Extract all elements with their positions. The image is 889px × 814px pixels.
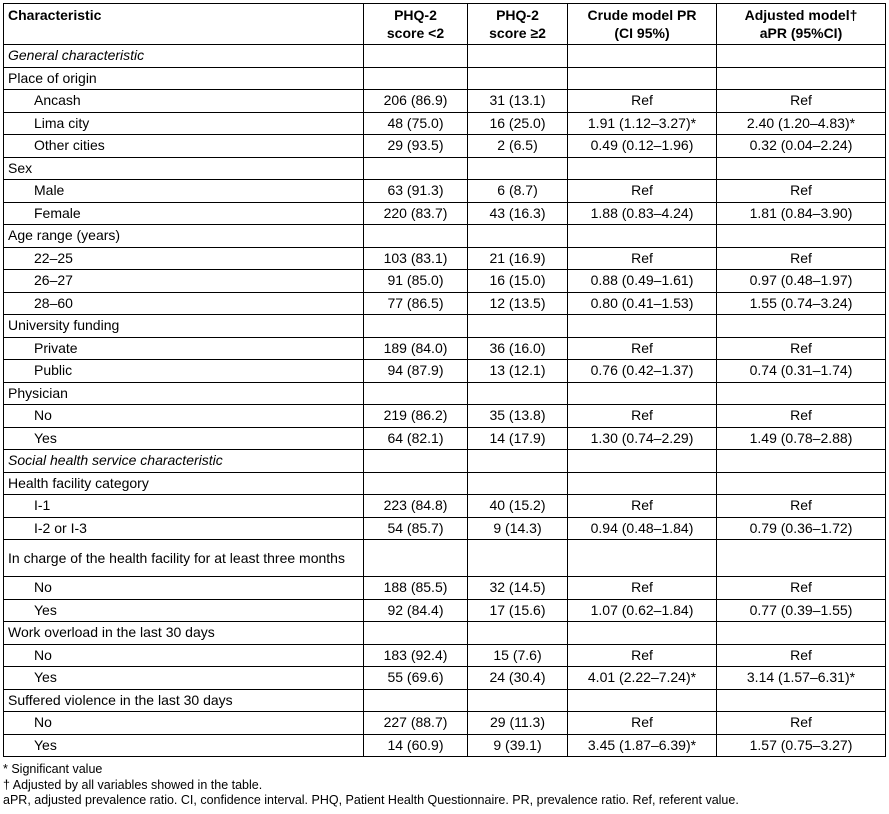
cell-phq-below-2: 91 (85.0): [364, 270, 468, 293]
cell-phq-2-or-more: 9 (39.1): [468, 734, 568, 757]
row-label: Yes: [4, 667, 364, 690]
group-row: [4, 689, 886, 712]
cell-phq-2-or-more: 15 (7.6): [468, 644, 568, 667]
cell-adjusted-apr: 1.55 (0.74–3.24): [717, 292, 886, 315]
cell-phq-below-2: [364, 67, 468, 90]
table-row: [4, 90, 886, 113]
group-label: In charge of the health facility for at least three months: [4, 540, 364, 577]
row-label: No: [4, 405, 364, 428]
table-footnotes: [3, 762, 885, 809]
row-label: Lima city: [4, 112, 364, 135]
cell-phq-below-2: 188 (85.5): [364, 577, 468, 600]
table-row: [4, 577, 886, 600]
cell-adjusted-apr: 3.14 (1.57–6.31)*: [717, 667, 886, 690]
cell-adjusted-apr: [717, 67, 886, 90]
cell-phq-below-2: [364, 472, 468, 495]
cell-crude-pr: 1.91 (1.12–3.27)*: [568, 112, 717, 135]
group-row: [4, 315, 886, 338]
cell-adjusted-apr: 0.74 (0.31–1.74): [717, 360, 886, 383]
cell-adjusted-apr: Ref: [717, 337, 886, 360]
cell-phq-2-or-more: 43 (16.3): [468, 202, 568, 225]
cell-adjusted-apr: 0.32 (0.04–2.24): [717, 135, 886, 158]
header-phq-2-or-more-text: PHQ-2 score ≥2: [489, 7, 546, 41]
group-label: Physician: [4, 382, 364, 405]
cell-adjusted-apr: [717, 157, 886, 180]
row-label: Ancash: [4, 90, 364, 113]
cell-phq-below-2: [364, 157, 468, 180]
cell-phq-2-or-more: 21 (16.9): [468, 247, 568, 270]
group-label: Place of origin: [4, 67, 364, 90]
cell-adjusted-apr: Ref: [717, 247, 886, 270]
cell-phq-2-or-more: 6 (8.7): [468, 180, 568, 203]
cell-crude-pr: 0.80 (0.41–1.53): [568, 292, 717, 315]
cell-phq-below-2: 223 (84.8): [364, 495, 468, 518]
table-row: [4, 599, 886, 622]
table-row: [4, 712, 886, 735]
row-label: Yes: [4, 599, 364, 622]
cell-phq-below-2: 219 (86.2): [364, 405, 468, 428]
row-label: No: [4, 712, 364, 735]
cell-phq-2-or-more: 29 (11.3): [468, 712, 568, 735]
table-row: [4, 337, 886, 360]
table-row: [4, 405, 886, 428]
cell-phq-2-or-more: [468, 67, 568, 90]
cell-adjusted-apr: 0.77 (0.39–1.55): [717, 599, 886, 622]
cell-crude-pr: Ref: [568, 180, 717, 203]
cell-crude-pr: Ref: [568, 90, 717, 113]
footnote-significant: * Significant value: [3, 762, 103, 776]
cell-adjusted-apr: Ref: [717, 180, 886, 203]
cell-crude-pr: [568, 157, 717, 180]
cell-phq-2-or-more: 17 (15.6): [468, 599, 568, 622]
row-label: No: [4, 577, 364, 600]
cell-adjusted-apr: Ref: [717, 644, 886, 667]
header-crude-model-text: Crude model PR (CI 95%): [587, 7, 697, 41]
cell-crude-pr: Ref: [568, 644, 717, 667]
row-label: Yes: [4, 427, 364, 450]
header-phq-below-2-text: PHQ-2 score <2: [386, 7, 445, 41]
cell-phq-2-or-more: 35 (13.8): [468, 405, 568, 428]
cell-phq-2-or-more: [468, 450, 568, 473]
cell-phq-2-or-more: 32 (14.5): [468, 577, 568, 600]
group-label: Sex: [4, 157, 364, 180]
cell-phq-below-2: [364, 689, 468, 712]
cell-phq-below-2: 14 (60.9): [364, 734, 468, 757]
row-label: No: [4, 644, 364, 667]
table-row: [4, 270, 886, 293]
cell-adjusted-apr: 1.81 (0.84–3.90): [717, 202, 886, 225]
cell-adjusted-apr: Ref: [717, 577, 886, 600]
cell-phq-below-2: 77 (86.5): [364, 292, 468, 315]
table-row: [4, 135, 886, 158]
header-adjusted-model-text: Adjusted model† aPR (95%CI): [744, 7, 858, 41]
cell-adjusted-apr: [717, 225, 886, 248]
row-label: 26–27: [4, 270, 364, 293]
table-row: [4, 247, 886, 270]
cell-adjusted-apr: 0.79 (0.36–1.72): [717, 517, 886, 540]
table-row: [4, 517, 886, 540]
cell-crude-pr: [568, 315, 717, 338]
cell-crude-pr: [568, 225, 717, 248]
cell-crude-pr: Ref: [568, 712, 717, 735]
footnote-abbreviations: aPR, adjusted prevalence ratio. CI, confidence interval. PHQ, Patient Health Questionnaire. PR, prevalence ratio. Ref, referent value.: [3, 793, 739, 807]
table-row: [4, 495, 886, 518]
group-row: [4, 67, 886, 90]
cell-adjusted-apr: 1.49 (0.78–2.88): [717, 427, 886, 450]
cell-phq-below-2: 94 (87.9): [364, 360, 468, 383]
cell-phq-2-or-more: [468, 540, 568, 577]
cell-phq-below-2: 64 (82.1): [364, 427, 468, 450]
group-label: Health facility category: [4, 472, 364, 495]
cell-phq-below-2: 206 (86.9): [364, 90, 468, 113]
cell-crude-pr: Ref: [568, 247, 717, 270]
table-row: [4, 112, 886, 135]
cell-phq-2-or-more: 16 (25.0): [468, 112, 568, 135]
cell-adjusted-apr: 2.40 (1.20–4.83)*: [717, 112, 886, 135]
group-row: [4, 540, 886, 577]
cell-phq-below-2: 29 (93.5): [364, 135, 468, 158]
cell-phq-2-or-more: [468, 315, 568, 338]
header-phq-below-2: [364, 4, 468, 45]
cell-adjusted-apr: [717, 689, 886, 712]
row-label: Yes: [4, 734, 364, 757]
cell-phq-2-or-more: 40 (15.2): [468, 495, 568, 518]
cell-phq-2-or-more: [468, 382, 568, 405]
cell-crude-pr: Ref: [568, 495, 717, 518]
cell-adjusted-apr: 0.97 (0.48–1.97): [717, 270, 886, 293]
cell-phq-below-2: [364, 382, 468, 405]
group-label: Work overload in the last 30 days: [4, 622, 364, 645]
cell-adjusted-apr: Ref: [717, 90, 886, 113]
cell-phq-below-2: 220 (83.7): [364, 202, 468, 225]
cell-crude-pr: 0.88 (0.49–1.61): [568, 270, 717, 293]
cell-crude-pr: Ref: [568, 337, 717, 360]
cell-phq-below-2: 92 (84.4): [364, 599, 468, 622]
cell-crude-pr: Ref: [568, 577, 717, 600]
cell-phq-2-or-more: [468, 622, 568, 645]
row-label: 22–25: [4, 247, 364, 270]
table-row: [4, 180, 886, 203]
header-row: [4, 4, 886, 45]
group-label: University funding: [4, 315, 364, 338]
group-row: [4, 157, 886, 180]
cell-phq-2-or-more: [468, 157, 568, 180]
section-label: Social health service characteristic: [4, 450, 364, 473]
cell-phq-below-2: 55 (69.6): [364, 667, 468, 690]
cell-phq-2-or-more: 2 (6.5): [468, 135, 568, 158]
cell-phq-below-2: [364, 225, 468, 248]
section-row: [4, 450, 886, 473]
cell-phq-2-or-more: 9 (14.3): [468, 517, 568, 540]
cell-phq-below-2: [364, 622, 468, 645]
cell-phq-2-or-more: 13 (12.1): [468, 360, 568, 383]
row-label: 28–60: [4, 292, 364, 315]
cell-phq-below-2: 227 (88.7): [364, 712, 468, 735]
table-body: [4, 45, 886, 757]
cell-adjusted-apr: [717, 382, 886, 405]
group-row: [4, 382, 886, 405]
cell-crude-pr: [568, 382, 717, 405]
group-row: [4, 622, 886, 645]
cell-adjusted-apr: [717, 540, 886, 577]
cell-adjusted-apr: 1.57 (0.75–3.27): [717, 734, 886, 757]
cell-crude-pr: 1.30 (0.74–2.29): [568, 427, 717, 450]
cell-crude-pr: 3.45 (1.87–6.39)*: [568, 734, 717, 757]
group-row: [4, 225, 886, 248]
cell-phq-below-2: 183 (92.4): [364, 644, 468, 667]
cell-crude-pr: [568, 472, 717, 495]
cell-phq-2-or-more: 24 (30.4): [468, 667, 568, 690]
table-row: [4, 734, 886, 757]
cell-phq-below-2: 189 (84.0): [364, 337, 468, 360]
cell-phq-below-2: [364, 540, 468, 577]
cell-crude-pr: [568, 67, 717, 90]
cell-phq-2-or-more: 16 (15.0): [468, 270, 568, 293]
cell-phq-below-2: 103 (83.1): [364, 247, 468, 270]
table-row: [4, 202, 886, 225]
cell-crude-pr: 1.07 (0.62–1.84): [568, 599, 717, 622]
cell-phq-2-or-more: [468, 472, 568, 495]
footnote-adjusted: † Adjusted by all variables showed in the table.: [3, 777, 263, 792]
group-label: Suffered violence in the last 30 days: [4, 689, 364, 712]
cell-phq-below-2: 48 (75.0): [364, 112, 468, 135]
cell-crude-pr: [568, 450, 717, 473]
row-label: Male: [4, 180, 364, 203]
row-label: I-1: [4, 495, 364, 518]
cell-phq-below-2: [364, 450, 468, 473]
cell-crude-pr: 0.76 (0.42–1.37): [568, 360, 717, 383]
cell-phq-2-or-more: [468, 689, 568, 712]
table-row: [4, 427, 886, 450]
cell-crude-pr: 0.49 (0.12–1.96): [568, 135, 717, 158]
cell-phq-2-or-more: 14 (17.9): [468, 427, 568, 450]
cell-crude-pr: [568, 540, 717, 577]
section-label: General characteristic: [4, 45, 364, 68]
row-label: I-2 or I-3: [4, 517, 364, 540]
cell-adjusted-apr: [717, 622, 886, 645]
cell-phq-2-or-more: 12 (13.5): [468, 292, 568, 315]
cell-crude-pr: Ref: [568, 405, 717, 428]
header-phq-2-or-more: [468, 4, 568, 45]
cell-phq-below-2: [364, 45, 468, 68]
cell-adjusted-apr: [717, 450, 886, 473]
cell-crude-pr: [568, 689, 717, 712]
cell-phq-below-2: [364, 315, 468, 338]
cell-adjusted-apr: Ref: [717, 712, 886, 735]
group-row: [4, 472, 886, 495]
cell-phq-below-2: 63 (91.3): [364, 180, 468, 203]
header-adjusted-model: [717, 4, 886, 45]
cell-phq-below-2: 54 (85.7): [364, 517, 468, 540]
table-container: [3, 3, 885, 809]
cell-crude-pr: [568, 45, 717, 68]
row-label: Female: [4, 202, 364, 225]
cell-crude-pr: [568, 622, 717, 645]
results-table: [3, 3, 886, 757]
cell-phq-2-or-more: 31 (13.1): [468, 90, 568, 113]
table-row: [4, 292, 886, 315]
section-row: [4, 45, 886, 68]
row-label: Public: [4, 360, 364, 383]
row-label: Private: [4, 337, 364, 360]
cell-crude-pr: 0.94 (0.48–1.84): [568, 517, 717, 540]
cell-crude-pr: 4.01 (2.22–7.24)*: [568, 667, 717, 690]
cell-phq-2-or-more: [468, 225, 568, 248]
cell-phq-2-or-more: 36 (16.0): [468, 337, 568, 360]
cell-adjusted-apr: [717, 315, 886, 338]
cell-crude-pr: 1.88 (0.83–4.24): [568, 202, 717, 225]
group-label: Age range (years): [4, 225, 364, 248]
cell-adjusted-apr: [717, 45, 886, 68]
table-row: [4, 360, 886, 383]
header-characteristic: Characteristic: [4, 4, 364, 45]
cell-adjusted-apr: [717, 472, 886, 495]
table-row: [4, 644, 886, 667]
cell-adjusted-apr: Ref: [717, 495, 886, 518]
table-row: [4, 667, 886, 690]
cell-adjusted-apr: Ref: [717, 405, 886, 428]
row-label: Other cities: [4, 135, 364, 158]
header-crude-model: [568, 4, 717, 45]
cell-phq-2-or-more: [468, 45, 568, 68]
